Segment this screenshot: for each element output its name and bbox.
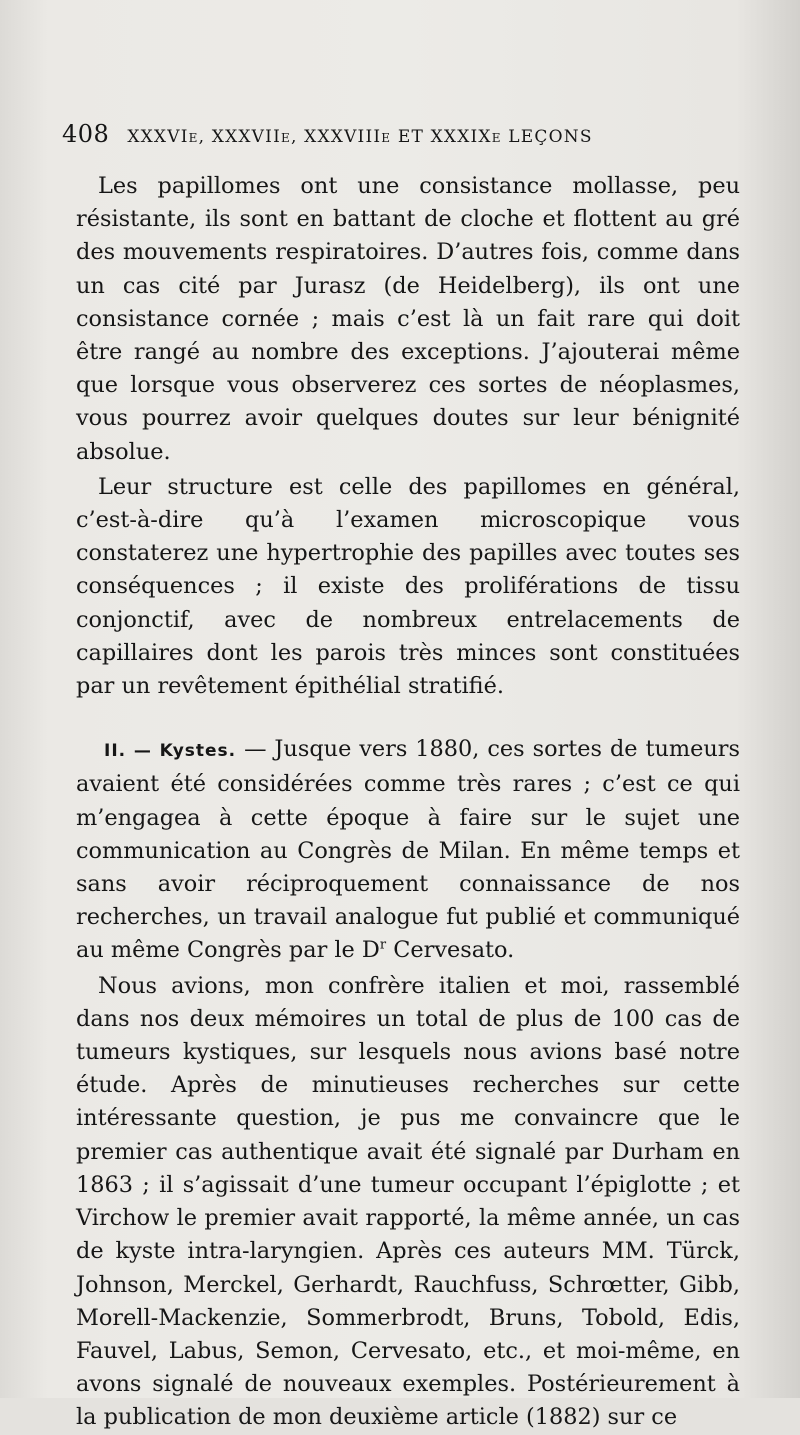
kystes-text: — Jusque vers 1880, ces sortes de tumeurs avaient été considérées comme très rares ; c’est ce qui m’engagea à cette époque à faire sur le sujet une communication au Congrès de Milan. En même temps et sans avoir réciproquement connaissance de nos recherches, un travail analogue fut publié et communiqué au même Congrès par le D xyxy=(76,736,740,964)
body-text xyxy=(76,170,740,1435)
section-heading-kystes: II. — Kystes. xyxy=(104,741,237,762)
page-header xyxy=(62,120,742,154)
paragraph-kystes xyxy=(76,733,740,967)
paragraph-papillomes-consistance: Les papillomes ont une consistance mollasse, peu résistante, ils sont en battant de cloche et flottent au gré des mouvements respiratoires. D’autres fois, comme dans un cas cité par Jurasz (de Heidelberg), ils ont une consistance cornée ; mais c’est là un fait rare qui doit être rangé au nombre des exceptions. J’ajouterai même que lorsque vous observerez ces sortes de néoplasmes, vous pourrez avoir quelques doutes sur leur bénignité absolue. xyxy=(76,173,740,465)
paragraph-historique: Nous avions, mon confrère italien et moi, rassemblé dans nos deux mémoires un total de plus de 100 cas de tumeurs kystiques, sur lesquels nous avions basé notre étude. Après de minutieuses recherches sur cette intéressante question, je pus me convaincre que le premier cas authentique avait été signalé par Durham en 1863 ; il s’agissait d’une tumeur occupant l’épiglotte ; et Virchow le premier avait rapporté, la même année, un cas de kyste intra-laryngien. Après ces auteurs MM. Türck, Johnson, Merckel, Gerhardt, Rauchfuss, Schrœtter, Gibb, Morell-Mackenzie, Sommerbrodt, Bruns, Tobold, Edis, Fauvel, Labus, Semon, Cervesato, etc., et moi-même, en avons signalé de nouveaux exemples. Postérieurement à la publication de mon deuxième article (1882) sur ce xyxy=(76,972,740,1431)
superscript-r: r xyxy=(379,938,387,953)
page-number: 408 xyxy=(62,120,110,148)
paragraph-papillomes-structure: Leur structure est celle des papillomes en général, c’est-à-dire qu’à l’examen microscopique vous constaterez une hypertrophie des papilles avec toutes ses conséquences ; il existe des proliférations de tissu conjonctif, avec de nombreux entrelacements de capillaires dont les parois très minces sont constituées par un revêtement épithélial stratifié. xyxy=(76,473,740,700)
kystes-text-end: Cervesato. xyxy=(386,937,515,964)
running-head: XXXVIe, XXXVIIe, XXXVIIIe ET XXXIXe LEÇONS xyxy=(127,127,593,147)
